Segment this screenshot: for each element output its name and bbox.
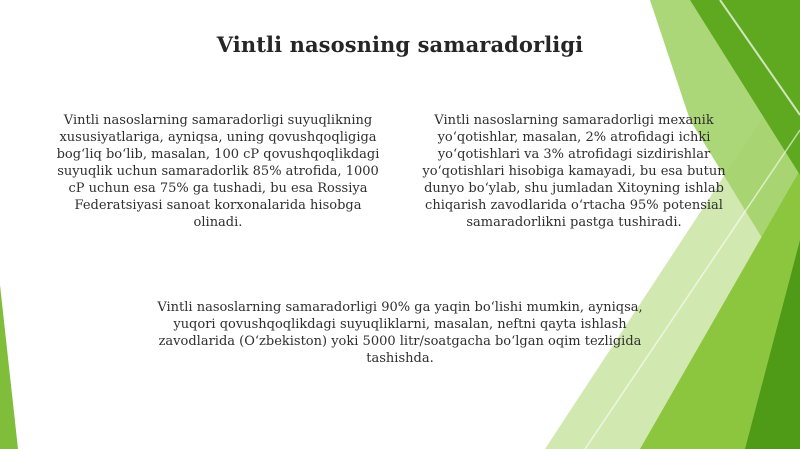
left-edge-triangle <box>0 285 18 449</box>
paragraph-right: Vintli nasoslarning samaradorligi mexanik yo‘qotishlar, masalan, 2% atrofidagi ichki yo‘qotishlari va 3% atrofidagi sizdirishlar yo‘qotishlari hisobiga kamayadi, bu esa butun dunyo bo‘ylab, shu jumladan Xitoyning ishlab chiqarish zavodlarida o‘rtacha 95% potensial samaradorlikni pastga tushiradi. <box>422 113 726 230</box>
slide-title: Vintli nasosning samaradorligi <box>216 32 584 57</box>
paragraph-bottom: Vintli nasoslarning samaradorligi 90% ga yaqin bo‘lishi mumkin, ayniqsa, yuqori qovushqoqlikdagi suyuqliklarni, masalan, neftni qayta ishlash zavodlarida (O‘zbekiston) yoki 5000 litr/soatgacha bo‘lgan oqim tezligida tashishda. <box>157 300 643 366</box>
paragraph-left: Vintli nasoslarning samaradorligi suyuqlikning xususiyatlariga, ayniqsa, uning qovushqoqligiga bog‘liq bo‘lib, masalan, 100 cP qovushqoqlikdagi suyuqlik uchun samaradorlik 85% atrofida, 1000 cP uchun esa 75% ga tushadi, bu esa Rossiya Federatsiyasi sanoat korxonalarida hisobga olinadi. <box>56 113 380 230</box>
